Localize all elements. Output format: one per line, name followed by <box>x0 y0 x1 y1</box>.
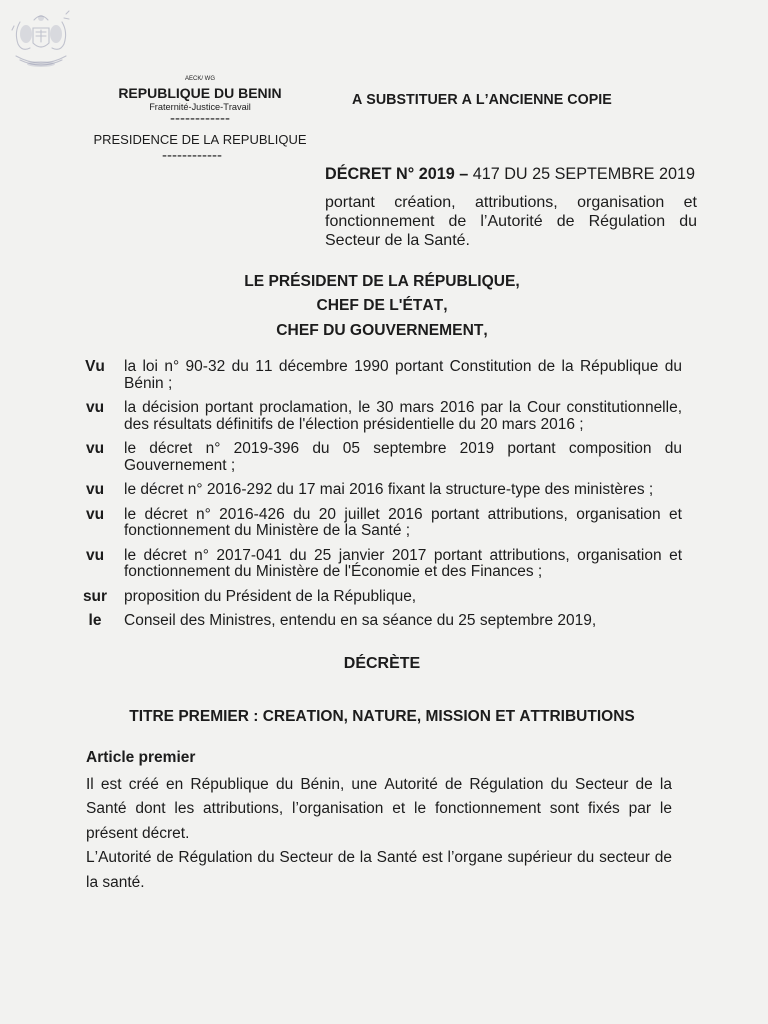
institution-name: PRESIDENCE DE LA REPUBLIQUE <box>93 131 307 147</box>
visa-item <box>80 359 682 392</box>
article-body <box>86 773 672 896</box>
visa-label: vu <box>85 440 105 457</box>
visa-text: la décision portant proclamation, le 30 mars 2016 par la Cour constitutionnelle, des résultats définitifs de l'élection présidentielle du 20 mars 2016 ; <box>124 399 682 433</box>
replacement-notice: A SUBSTITUER A L’ANCIENNE COPIE <box>352 92 612 108</box>
visa-label: vu <box>85 505 105 523</box>
visa-item <box>80 548 682 581</box>
separator-line: ------------ <box>170 110 230 127</box>
national-motto: Fraternité-Justice-Travail <box>149 101 251 112</box>
visa-item <box>80 441 682 474</box>
country-name: REPUBLIQUE DU BENIN <box>118 85 282 101</box>
visa-label: vu <box>85 546 105 564</box>
article-paragraph-line: présent décret. <box>86 824 190 842</box>
visa-item <box>80 589 682 606</box>
visa-label: sur <box>82 587 108 605</box>
decree-number-label: DÉCRET N° 2019 – <box>325 164 469 183</box>
coat-of-arms-emblem <box>6 6 76 80</box>
decrees-heading: DÉCRÈTE <box>343 655 421 672</box>
visa-text: le décret n° 2019-396 du 05 septembre 2019 portant composition du Gouvernement ; <box>124 440 682 474</box>
visas-list <box>80 359 682 638</box>
visa-item <box>80 507 682 540</box>
article-paragraph-line: la santé. <box>86 873 145 891</box>
article-heading: Article premier <box>86 749 196 766</box>
visa-label: vu <box>85 481 105 498</box>
visa-item <box>80 613 682 630</box>
article-paragraph-line: Santé dont les attributions, l’organisation et le fonctionnement sont fixés par le <box>86 800 672 818</box>
authority-line: LE PRÉSIDENT DE LA RÉPUBLIQUE, <box>244 272 520 290</box>
visa-label: Vu <box>85 358 105 375</box>
visa-text: la loi n° 90-32 du 11 décembre 1990 portant Constitution de la République du Bénin ; <box>124 358 682 392</box>
visa-label: le <box>88 612 102 629</box>
article-paragraph-line: L’Autorité de Régulation du Secteur de la Santé est l’organe supérieur du secteur de <box>86 849 672 867</box>
separator-line: ------------ <box>162 147 222 164</box>
title-heading: TITRE PREMIER : CREATION, NATURE, MISSION ET ATTRIBUTIONS <box>129 708 635 725</box>
visa-text: proposition du Président de la République, <box>124 587 417 605</box>
visa-item <box>80 482 682 499</box>
decree-subject: portant création, attributions, organisation et fonctionnement de l’Autorité de Régulation du Secteur de la Santé. <box>325 193 697 249</box>
visa-label: vu <box>85 399 105 416</box>
visa-text: Conseil des Ministres, entendu en sa séance du 25 septembre 2019, <box>124 612 597 629</box>
visa-item <box>80 400 682 433</box>
authority-line: CHEF DE L'ÉTAT, <box>316 297 448 315</box>
decree-number <box>325 165 695 184</box>
article-paragraph-line: Il est créé en République du Bénin, une Autorité de Régulation du Secteur de la <box>86 775 672 793</box>
authority-block <box>82 270 682 344</box>
visa-text: le décret n° 2016-292 du 17 mai 2016 fixant la structure-type des ministères ; <box>124 481 654 498</box>
reference-code: AECK/ WG <box>184 76 215 82</box>
visa-text: le décret n° 2016-426 du 20 juillet 2016 portant attributions, organisation et fonctionnement du Ministère de la Santé ; <box>124 505 682 539</box>
decree-number-date: 417 DU 25 SEPTEMBRE 2019 <box>472 164 695 183</box>
visa-text: le décret n° 2017-041 du 25 janvier 2017 portant attributions, organisation et fonctionnement du Ministère de l'Économie et des Finances ; <box>124 546 682 580</box>
authority-line: CHEF DU GOUVERNEMENT, <box>276 321 488 339</box>
